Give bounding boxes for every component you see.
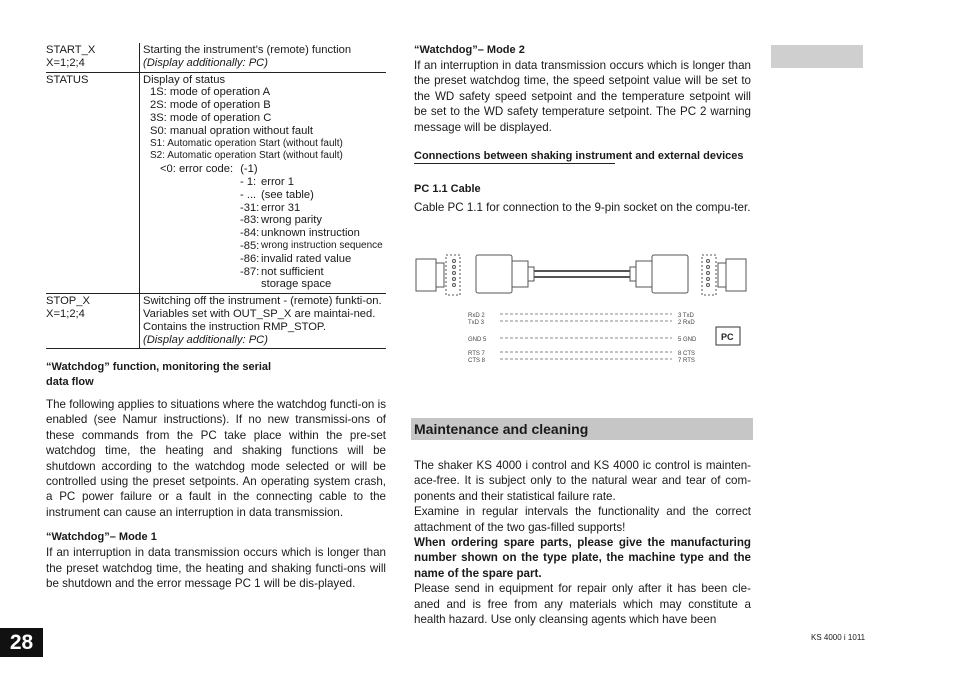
right-column <box>414 43 751 215</box>
cable-diagram <box>410 247 753 372</box>
error-code-row: -84: unknown instruction <box>240 227 360 240</box>
maintenance-p3: When ordering spare parts, please give the manufacturing number shown on the type plate, the machine type and the name of the spare part. <box>414 536 751 580</box>
table-row-status <box>46 73 386 295</box>
wiring-lines <box>500 314 672 359</box>
cable-icon <box>534 271 630 277</box>
table-desc-stop: Switching off the instrument - (remote) funkti-on. Variables set with OUT_SP_X are maintai-ned. Contains the instruction RMP_STOP. <box>143 295 382 333</box>
watchdog-mode1-text: If an interruption in data transmission occurs which is longer than the preset watchdog time, the heating and shaking functi-ons will be shutdown and the error message PC 1 will be dis-played. <box>46 546 386 591</box>
watchdog-text: The following applies to situations where the watchdog functi-on is enabled (see Namur instructions). If no new transmissi-ons of these commands from the PC take place within the pre-set watchdog time, the heating and shaking functions will be shutdown according to the watchdog mode selected or will be controlled using the preset setpoints. An operating system crash, a PC power failure or a fault in the connecting cable to the instrument can cause an interruption in data transmission. <box>46 398 386 519</box>
table-desc-start: Starting the instrument’s (remote) function <box>143 44 352 56</box>
error-code-cont: storage space <box>261 278 332 291</box>
error-code-row: - 1: error 1 <box>240 175 294 188</box>
status-mode-list <box>143 86 386 163</box>
error-code-label: <0: error code: <box>160 163 234 176</box>
status-mode: S2: Automatic operation Start (without fault) <box>150 150 343 162</box>
table-row-stop <box>46 294 386 349</box>
table-note-start: (Display additionally: PC) <box>143 56 268 69</box>
left-pin-label: RxD 2 <box>468 313 485 319</box>
section-tab <box>771 45 863 68</box>
error-code-row: - ... (see table) <box>240 188 314 201</box>
status-mode: 1S: mode of operation A <box>150 86 271 99</box>
status-mode: S0: manual opration without fault <box>150 124 313 137</box>
error-code-row: -86: invalid rated value <box>240 252 352 265</box>
error-code-list <box>143 176 386 291</box>
plug-right-icon <box>630 255 688 293</box>
watchdog-section <box>46 360 386 591</box>
error-code-row: -31: error 31 <box>240 201 301 214</box>
right-pin-label: 3 TxD <box>678 313 694 319</box>
left-pin-label: TxD 3 <box>468 320 485 326</box>
maintenance-p1: The shaker KS 4000 i control and KS 4000 ic control is mainten-ace-free. It is subject only to the natural wear and tear of com-ponents and their statistical failure rate. <box>414 459 751 503</box>
table-note-stop: (Display additionally: PC) <box>143 333 268 346</box>
right-connector-icon <box>702 255 746 295</box>
connections-heading: Connections between shaking instrument and external devices <box>414 150 744 163</box>
right-pin-label: 8 CTS <box>678 351 696 357</box>
status-table <box>46 43 386 349</box>
status-mode: S1: Automatic operation Start (without fault) <box>150 137 343 149</box>
error-code-head <box>143 163 386 176</box>
left-pin-label: CTS 8 <box>468 358 486 364</box>
error-code-default: (-1) <box>240 163 258 176</box>
error-code-row: -87: not sufficient <box>240 265 324 278</box>
footer-code: KS 4000 i 1011 <box>811 633 866 642</box>
right-pin-label: 5 GND <box>678 337 697 343</box>
table-key-stop: STOP_X X=1;2;4 <box>46 294 140 348</box>
pc11-text: Cable PC 1.1 for connection to the 9-pin socket on the compu-ter. <box>414 201 751 215</box>
watchdog-heading: “Watchdog” function, monitoring the serial data flow <box>46 361 272 388</box>
table-row-start <box>46 43 386 73</box>
status-title: Display of status <box>143 73 226 86</box>
error-code-row: -85: wrong instruction sequence <box>240 239 383 252</box>
status-mode: 3S: mode of operation C <box>150 111 272 124</box>
right-pin-label: 7 RTS <box>678 358 695 364</box>
plug-left-icon <box>476 255 534 293</box>
watchdog-mode1-title: “Watchdog”– Mode 1 <box>46 531 157 544</box>
left-pin-label: GND 5 <box>468 337 487 343</box>
page-number: 28 <box>0 628 43 657</box>
right-pin-label: 2 RxD <box>678 320 695 326</box>
watchdog-mode2-title: “Watchdog”– Mode 2 <box>414 44 525 56</box>
maintenance-p4: Please send in equipment for repair only after it has been cle-aned and is free from any materials which may constitute a health hazard. Use only cleansing agents which have been <box>414 582 751 627</box>
error-code-row: -83: wrong parity <box>240 214 322 227</box>
left-pin-label: RTS 7 <box>468 351 485 357</box>
maintenance-body <box>414 458 751 627</box>
table-key-start: START_X X=1;2;4 <box>46 43 140 72</box>
pc11-title: PC 1.1 Cable <box>414 183 481 196</box>
table-key-status: STATUS <box>46 73 140 294</box>
status-mode: 2S: mode of operation B <box>150 99 271 112</box>
maintenance-heading: Maintenance and cleaning <box>414 421 589 437</box>
watchdog-mode2-text: If an interruption in data transmission occurs which is longer than the preset watchdog time, the speed setpoint value will be set to the WD safety speed setpoint and the temperature setpoint will be set to the WD safety temperature setpoint. The PC 2 warning message will be displayed. <box>414 59 751 134</box>
left-connector-icon <box>416 255 460 295</box>
maintenance-heading-bar <box>411 418 753 440</box>
maintenance-p2: Examine in regular intervals the functionality and the correct attachment of the two gas-filled supports! <box>414 505 751 534</box>
pc-label: PC <box>721 332 734 342</box>
